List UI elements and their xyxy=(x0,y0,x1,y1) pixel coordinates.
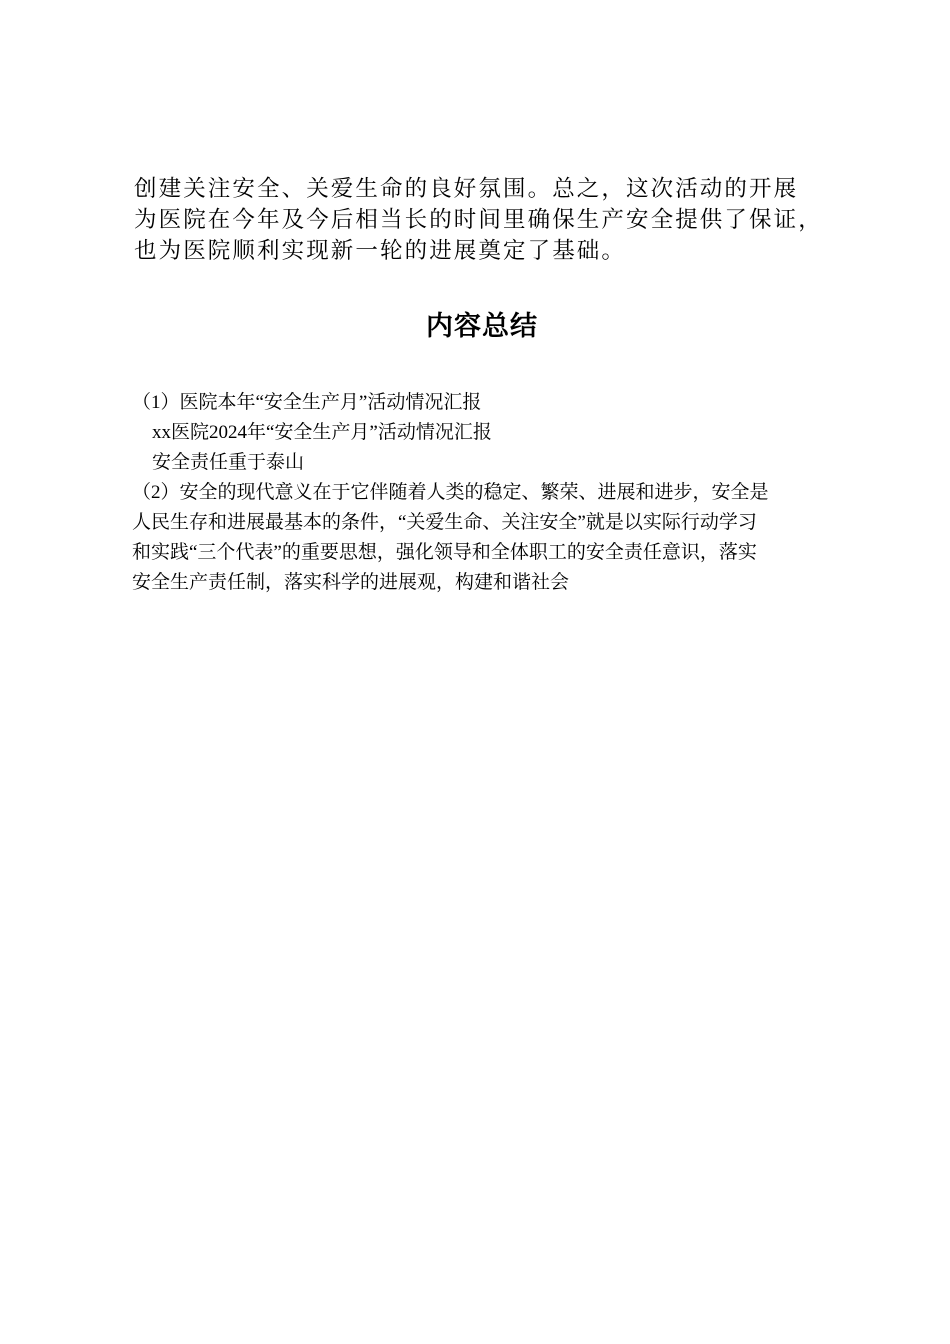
summary-line: xx医院2024年“安全生产月”活动情况汇报 xyxy=(152,422,492,443)
intro-paragraph xyxy=(134,174,834,267)
summary-line: 安全生产责任制，落实科学的进展观，构建和谐社会 xyxy=(132,572,570,593)
summary-line: 安全责任重于泰山 xyxy=(152,452,305,473)
intro-line: 为医院在今年及今后相当长的时间里确保生产安全提供了保证， xyxy=(134,207,823,233)
summary-line: 和实践“三个代表”的重要思想，强化领导和全体职工的安全责任意识，落实 xyxy=(132,542,757,563)
summary-line: （2）安全的现代意义在于它伴随着人类的稳定、繁荣、进展和进步，安全是 xyxy=(132,482,769,503)
summary-title: 内容总结 xyxy=(426,311,538,342)
summary-line: 人民生存和进展最基本的条件，“关爱生命、关注安全”就是以实际行动学习 xyxy=(132,512,757,533)
summary-line: （1）医院本年“安全生产月”活动情况汇报 xyxy=(132,392,482,413)
summary-body xyxy=(132,388,852,598)
intro-line: 也为医院顺利实现新一轮的进展奠定了基础。 xyxy=(134,238,627,264)
intro-line: 创建关注安全、关爱生命的良好氛围。总之，这次活动的开展 xyxy=(134,176,799,202)
